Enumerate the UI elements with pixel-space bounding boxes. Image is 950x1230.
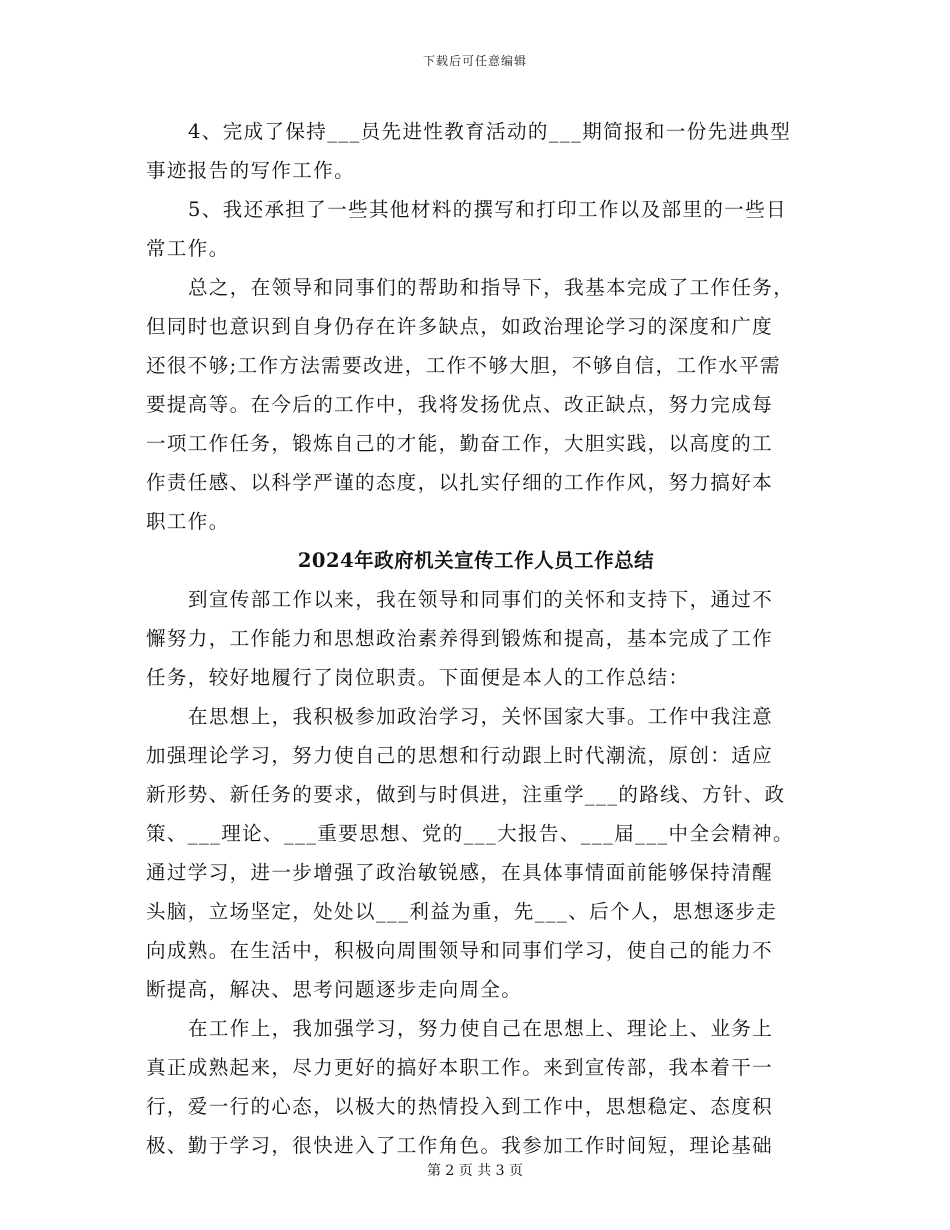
header-note: 下载后可任意编辑 <box>422 54 527 68</box>
body-line: 通过学习，进一步增强了政治敏锐感，在具体事情面前能够保持清醒 <box>146 861 774 884</box>
body-line: 向成熟。在生活中，积极向周围领导和同事们学习，使自己的能力不 <box>146 939 774 962</box>
body-line: 一项工作任务，锻炼自己的才能，勤奋工作，大胆实践，以高度的工 <box>146 432 774 455</box>
page-number: 第 2 页 共 3 页 <box>426 1163 524 1179</box>
body-line: 懈努力，工作能力和思想政治素养得到锻炼和提高，基本完成了工作 <box>146 627 774 650</box>
body-line: 5、我还承担了一些其他材料的撰写和打印工作以及部里的一些日 <box>188 198 788 221</box>
body-line: 还很不够;工作方法需要改进，工作不够大胆，不够自信，工作水平需 <box>146 354 781 377</box>
body-line: 但同时也意识到自身仍存在许多缺点，如政治理论学习的深度和广度 <box>146 315 774 338</box>
body-line: 新形势、新任务的要求，做到与时俱进，注重学___的路线、方针、政 <box>146 783 786 806</box>
body-line: 4、完成了保持___员先进性教育活动的___期简报和一份先进典型 <box>188 120 792 143</box>
body-line: 头脑，立场坚定，处处以___利益为重，先___、后个人，思想逐步走 <box>146 900 778 923</box>
body-line: 策、___理论、___重要思想、党的___大报告、___届___中全会精神。 <box>146 822 794 845</box>
body-line: 作责任感、以科学严谨的态度，以扎实仔细的工作作风，努力搞好本 <box>146 471 774 494</box>
body-line: 加强理论学习，努力使自己的思想和行动跟上时代潮流，原创：适应 <box>146 744 774 767</box>
section-title: 2024年政府机关宣传工作人员工作总结 <box>297 549 655 572</box>
body-line: 常工作。 <box>146 237 230 260</box>
body-line: 要提高等。在今后的工作中，我将发扬优点、改正缺点，努力完成每 <box>146 393 774 416</box>
body-line: 在思想上，我积极参加政治学习，关怀国家大事。工作中我注意 <box>188 705 774 728</box>
body-line: 在工作上，我加强学习，努力使自己在思想上、理论上、业务上 <box>188 1017 774 1040</box>
body-line: 总之，在领导和同事们的帮助和指导下，我基本完成了工作任务， <box>188 276 795 299</box>
body-line: 断提高，解决、思考问题逐步走向周全。 <box>146 978 523 1001</box>
body-line: 任务，较好地履行了岗位职责。下面便是本人的工作总结： <box>146 666 690 689</box>
body-line: 职工作。 <box>146 510 230 533</box>
body-line: 真正成熟起来，尽力更好的搞好本职工作。来到宣传部，我本着干一 <box>146 1056 774 1079</box>
body-line: 到宣传部工作以来，我在领导和同事们的关怀和支持下，通过不 <box>188 588 774 611</box>
body-line: 事迹报告的写作工作。 <box>146 159 356 182</box>
document-body <box>146 112 806 1165</box>
body-line: 行，爱一行的心态，以极大的热情投入到工作中，思想稳定、态度积 <box>146 1095 774 1118</box>
body-line: 极、勤于学习，很快进入了工作角色。我参加工作时间短，理论基础 <box>146 1134 774 1157</box>
